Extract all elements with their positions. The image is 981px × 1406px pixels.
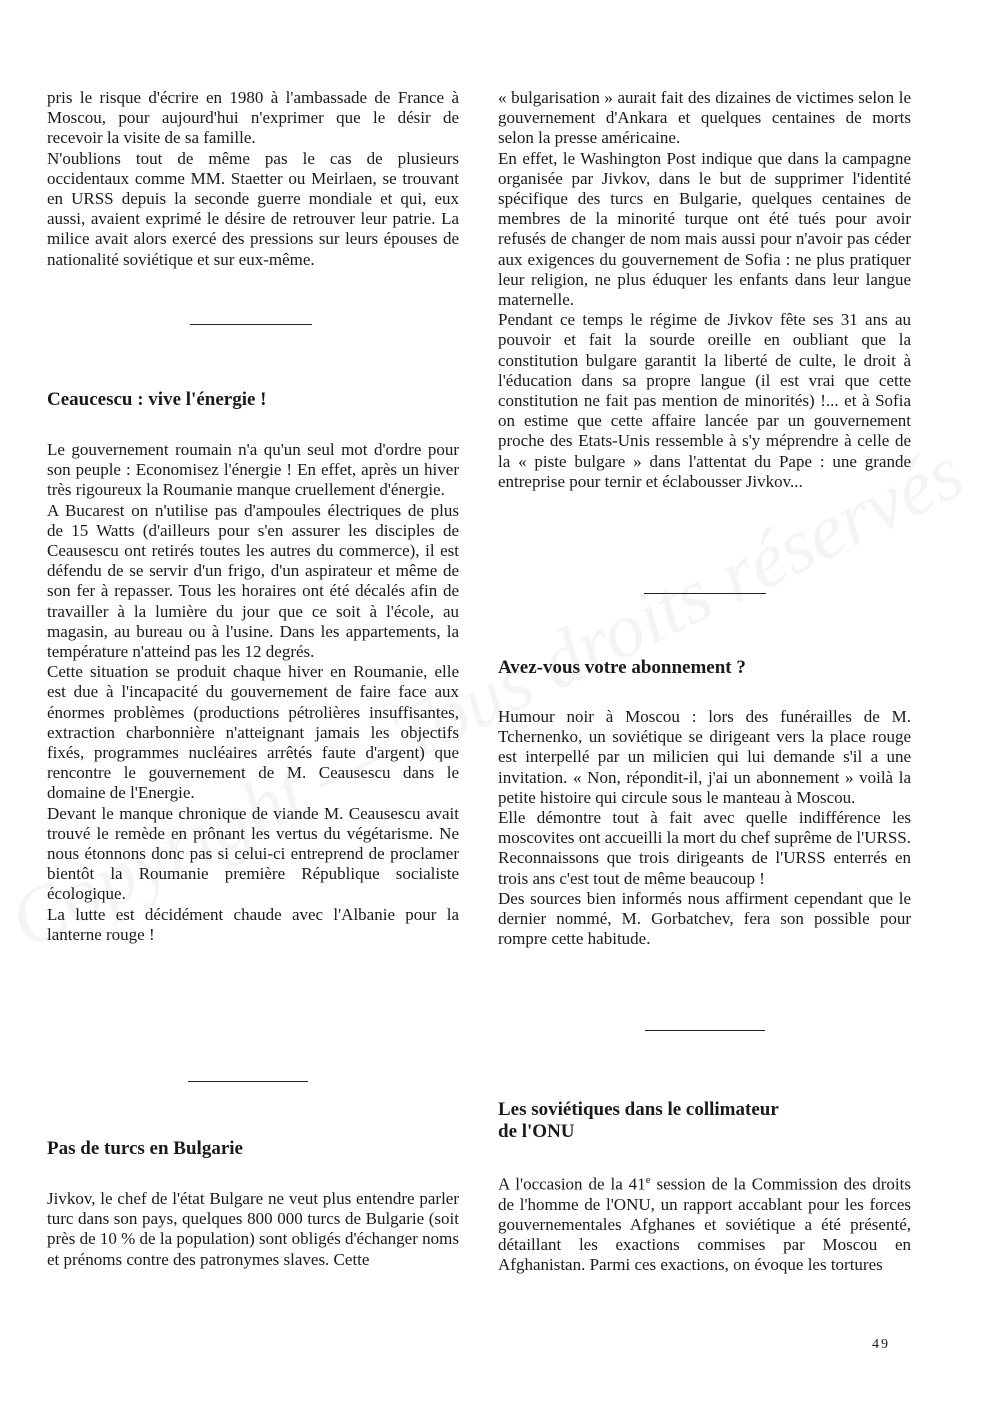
section-divider <box>645 1030 765 1031</box>
page-number: 49 <box>872 1337 890 1352</box>
article-title-onu <box>498 1099 911 1143</box>
section-divider <box>188 1081 308 1082</box>
paragraph: Pendant ce temps le régime de Jivkov fête ses 31 ans au pouvoir et fait la sourde oreille en oubliant que la constitution bulgare garantit la liberté de culte, le droit à l'éducation dans sa propre langue (il est vrai que cette constitution ne fait pas mention de minorités) !... et à Sofia on estime que cette affaire lancée par un gouvernement proche des Etats-Unis ressemble à s'y méprendre à celle de la « piste bulgare » dans l'attentat du Pape : une grande entreprise pour ternir et éclabousser Jivkov... <box>498 310 911 491</box>
paragraph: « bulgarisation » aurait fait des dizaines de victimes selon le gouvernement d'Ankara et quelques centaines de morts selon la presse américaine. <box>498 88 911 148</box>
article-body-energie <box>47 440 459 945</box>
paragraph: Jivkov, le chef de l'état Bulgare ne veut plus entendre parler turc dans son pays, quelques 800 000 turcs de Bulgarie (soit près de 10 % de la population) sont obligés d'échanger noms et prénoms contre des patronymes slaves. Cette <box>47 1189 459 1269</box>
title-line: Les soviétiques dans le collimateur <box>498 1099 779 1120</box>
paragraph: N'oublions tout de même pas le cas de plusieurs occidentaux comme MM. Staetter ou Meirlaen, se trouvant en URSS depuis la seconde guerre mondiale et qui, eux aussi, avaient exprimé le désire de retrouver leur patrie. La milice avait alors exercé des pressions sur leurs épouses de nationalité soviétique et sur eux-même. <box>47 148 459 269</box>
article-body-turcs <box>47 1189 459 1270</box>
section-divider <box>190 324 312 325</box>
article-body-onu <box>498 1170 911 1276</box>
ordinal-suffix: e <box>645 1174 651 1186</box>
paragraph: Elle démontre tout à fait avec quelle indifférence les moscovites ont accueilli la mort du chef suprême de l'URSS. Reconnaissons que trois dirigeants de l'URSS enterrés en trois ans c'est tout de même beaucoup ! <box>498 808 911 888</box>
intro-text <box>47 88 459 270</box>
paragraph: Humour noir à Moscou : lors des funérailles de M. Tchernenko, un soviétique se dirigeant vers la place rouge est interpellé par un milicien qui lui demande s'il a une invitation. « Non, répondit-il, j'ai un abonnement » voilà la petite histoire qui circule sous le manteau à Moscou. <box>498 707 911 807</box>
section-divider <box>644 593 766 594</box>
text-run: A l'occasion de la 41 <box>498 1174 646 1194</box>
title-line: de l'ONU <box>498 1121 575 1142</box>
article-title-abonnement: Avez-vous votre abonnement ? <box>498 657 746 678</box>
article-title-energie: Ceaucescu : vive l'énergie ! <box>47 389 267 410</box>
paragraph: pris le risque d'écrire en 1980 à l'ambassade de France à Moscou, pour aujourd'hui n'exprimer que le désir de recevoir la visite de sa famille. <box>47 88 459 148</box>
paragraph: Devant le manque chronique de viande M. Ceausescu avait trouvé le remède en prônant les vertus du végétarisme. Ne nous étonnons donc pas si celui-ci entreprend de proclamer bientôt la Roumanie première République socialiste écologique. <box>47 803 459 904</box>
paragraph: En effet, le Washington Post indique que dans la campagne organisée par Jivkov, dans le but de supprimer l'identité spécifique des turcs en Bulgarie, quelques centaines de membres de la minorité turque ont été tués pour avoir refusés de changer de nom mais aussi pour n'avoir pas céder aux exigences du gouvernement de Sofia : ne plus pratiquer leur religion, ne plus éduquer les enfants dans leur langue maternelle. <box>498 148 911 310</box>
text-run: session de la Commission des droits de l'homme de l'ONU, un rapport accablant pour les forces gouvernementales Afghanes et soviétique a été présenté, détaillant les exactions commises par Moscou en Afghanistan. Parmi ces exactions, on évoque les tortures <box>498 1174 911 1275</box>
article-title-turcs: Pas de turcs en Bulgarie <box>47 1138 243 1159</box>
paragraph <box>498 1170 911 1276</box>
article-body-turcs-continued <box>498 88 911 492</box>
paragraph: Des sources bien informés nous affirment cependant que le dernier nommé, M. Gorbatchev, fera son possible pour rompre cette habitude. <box>498 888 911 949</box>
paragraph: La lutte est décidément chaude avec l'Albanie pour la lanterne rouge ! <box>47 904 459 944</box>
paragraph: A Bucarest on n'utilise pas d'ampoules électriques de plus de 15 Watts (d'ailleurs pour s'en assurer les disciples de Ceausescu ont retirés toutes les autres du commerce), il est défendu de se servir d'un frigo, d'un aspirateur et même de son fer à repasser. Tous les horaires ont été décalés afin de travailler à la lumière du jour que ce soit à l'école, au magasin, au bureau ou à l'usine. Dans les appartements, la température n'atteind pas les 12 degrés. <box>47 500 459 662</box>
article-body-abonnement <box>498 707 911 949</box>
paragraph: Le gouvernement roumain n'a qu'un seul mot d'ordre pour son peuple : Economisez l'énergie ! En effet, après un hiver très rigoureux la Roumanie manque cruellement d'énergie. <box>47 440 459 500</box>
paragraph: Cette situation se produit chaque hiver en Roumanie, elle est due à l'incapacité du gouvernement de faire face aux énormes problèmes (productions pétrolières insuffisantes, extraction charbonnière n'atteignant jamais les objectifs fixés, programmes nucléaires arrêtés faute d'argent) que rencontre le gouvernement de M. Ceausescu dans le domaine de l'Energie. <box>47 662 459 803</box>
